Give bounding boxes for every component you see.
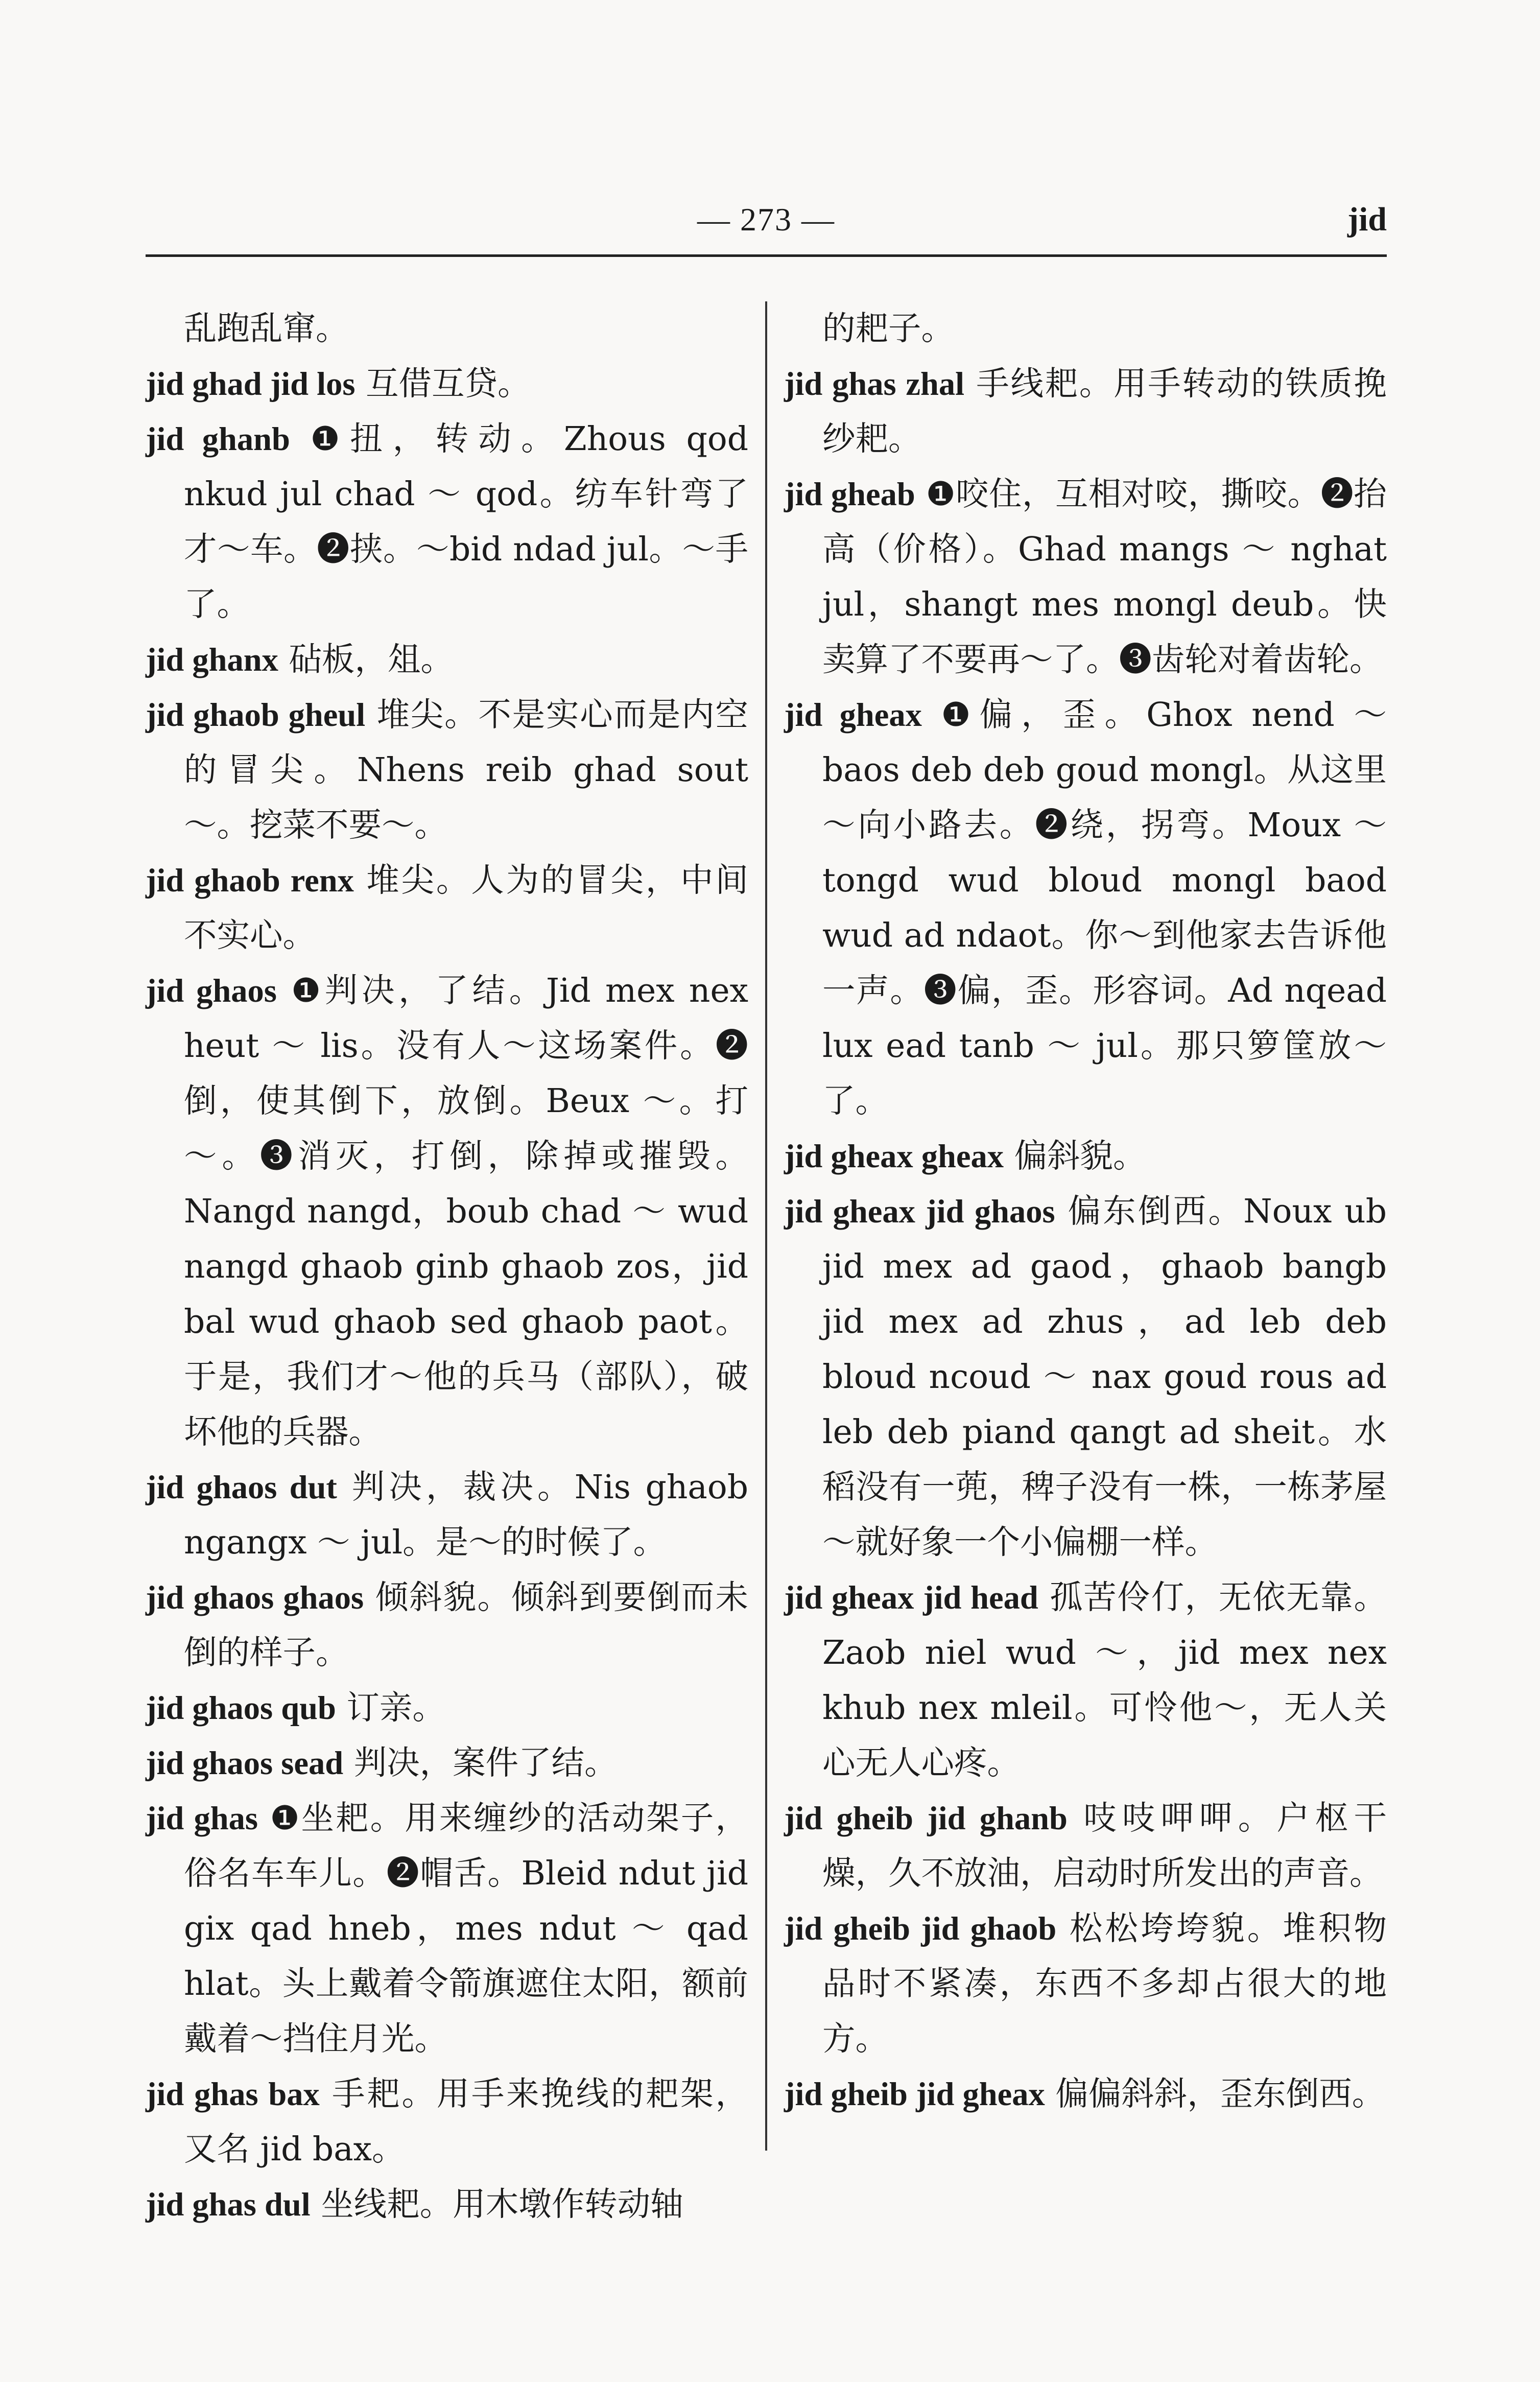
dictionary-entry <box>146 632 748 688</box>
entry-headword: jid gheab <box>784 476 915 512</box>
dictionary-entry <box>146 1570 748 1681</box>
entry-definition: ❶扭，转动。Zhous qod nkud jul chad ～ qod。纺车针弯了才～车。❷挟。～bid ndad jul。～手了。 <box>184 420 748 624</box>
entry-headword: jid ghas dul <box>146 2186 311 2223</box>
entry-headword: jid ghad jid los <box>146 366 356 402</box>
entry-headword: jid gheax jid head <box>784 1579 1038 1616</box>
dictionary-entry <box>784 1570 1387 1791</box>
page-header <box>146 189 1387 250</box>
entry-definition: ❶咬住，互相对咬，撕咬。❷抬高（价格）。Ghad mangs ～ nghat jul，shangt mes mongl deub。快卖算了不要再～了。❸齿轮对着齿轮。 <box>822 475 1387 679</box>
dictionary-entry <box>146 1681 748 1736</box>
entry-headword: jid ghaos dut <box>146 1469 337 1505</box>
dictionary-entry <box>784 1184 1387 1570</box>
entry-definition: 手耙。用手来挽线的耙架，又名 jid bax。 <box>184 2075 748 2168</box>
dictionary-entry <box>146 412 748 632</box>
entry-definition: 吱吱呷呷。户枢干燥，久不放油，启动时所发出的声音。 <box>822 1799 1387 1893</box>
entry-headword: jid ghaos ghaos <box>146 1579 364 1616</box>
entry-headword: jid ghanb <box>146 421 290 457</box>
entry-headword: jid gheax <box>784 697 922 733</box>
dictionary-entry <box>784 2067 1387 2122</box>
entry-headword: jid ghaob renx <box>146 862 354 899</box>
entry-headword: jid gheax gheax <box>784 1138 1004 1174</box>
header-rule <box>146 254 1387 257</box>
dictionary-entry <box>784 1129 1387 1184</box>
entry-definition: 松松垮垮貌。堆积物品时不紧凑，东西不多却占很大的地方。 <box>822 1909 1387 2058</box>
entry-headword: jid gheib jid gheax <box>784 2076 1045 2112</box>
entry-definition: 互借互贷。 <box>365 365 531 403</box>
dictionary-entry <box>146 2067 748 2177</box>
entry-headword: jid ghas bax <box>146 2076 320 2112</box>
column-divider <box>765 301 767 2151</box>
entry-definition: 坐线耙。用木墩作转动轴 <box>321 2185 683 2224</box>
entry-definition: 的耙子。 <box>822 310 955 348</box>
entry-definition: 判决，裁决。Nis ghaob ngangx ～ jul。是～的时候了。 <box>184 1468 748 1562</box>
entry-definition: 手线耙。用手转动的铁质挽纱耙。 <box>822 365 1387 458</box>
entry-definition: 堆尖。人为的冒尖，中间不实心。 <box>184 861 748 955</box>
dictionary-entry <box>784 301 1387 357</box>
entry-headword: jid ghaob gheul <box>146 697 366 733</box>
entry-definition: ❶偏，歪。Ghox nend ～ baos deb deb goud mongl。从这里～向小路去。❷绕，拐弯。Moux ～ tongd wud bloud mongl baod wud ad ndaot。你～到他家去告诉他一声。❸偏，歪。形容词。Ad nqead lux ead tanb ～ jul。那只箩筐放～了。 <box>822 696 1387 1120</box>
entry-definition: 偏斜貌。 <box>1014 1137 1146 1175</box>
dictionary-entry <box>784 688 1387 1129</box>
dictionary-entry <box>784 1791 1387 1901</box>
entry-headword: jid gheax jid ghaos <box>784 1193 1055 1230</box>
entry-definition: 孤苦伶仃，无依无靠。Zaob niel wud ～，jid mex nex khub nex mleil。可怜他～，无人关心无人心疼。 <box>822 1578 1387 1782</box>
dictionary-entry <box>146 688 748 853</box>
dictionary-entry <box>146 1791 748 2067</box>
entry-definition: 判决，案件了结。 <box>353 1744 618 1782</box>
entry-definition: 乱跑乱窜。 <box>184 310 349 348</box>
entry-headword: jid gheib jid ghanb <box>784 1800 1068 1836</box>
entry-definition: 倾斜貌。倾斜到要倒而未倒的样子。 <box>184 1578 748 1672</box>
dictionary-entry <box>146 357 748 412</box>
entry-headword: jid gheib jid ghaob <box>784 1911 1057 1947</box>
dictionary-entry <box>146 963 748 1460</box>
entry-headword: jid ghanx <box>146 642 278 678</box>
entry-definition: ❶判决，了结。Jid mex nex heut ～ lis。没有人～这场案件。❷倒，使其倒下，放倒。Beux ～。打～。❸消灭，打倒，除掉或摧毁。Nangd nangd，boub chad ～ wud nangd ghaob ginb ghaob zos，jid bal wud ghaob sed ghaob paot。于是，我们才～他的兵马（部队），破坏他的兵器。 <box>184 972 748 1451</box>
running-head: jid <box>1347 201 1387 238</box>
entry-headword: jid ghaos sead <box>146 1745 344 1781</box>
entry-definition: 砧板，俎。 <box>289 641 454 679</box>
dictionary-entry <box>146 1460 748 1570</box>
entry-definition: 偏东倒西。Noux ub jid mex ad gaod，ghaob bangb jid mex ad zhus，ad leb deb bloud ncoud ～ nax goud rous ad leb deb piand qangt ad sheit。水稻没有一蔸，稗子没有一株，一栋茅屋～就好象一个小偏棚一样。 <box>822 1192 1387 1562</box>
entry-headword: jid ghas <box>146 1800 258 1836</box>
page-number: — 273 — <box>697 201 835 238</box>
entry-definition: 订亲。 <box>346 1689 445 1727</box>
dictionary-entry <box>784 467 1387 688</box>
dictionary-entry <box>146 2177 748 2232</box>
left-column <box>146 301 748 2232</box>
entry-definition: 堆尖。不是实心而是内空的冒尖。Nhens reib ghad sout ～。挖菜不要～。 <box>184 696 748 844</box>
dictionary-entry <box>146 853 748 963</box>
entry-definition: ❶坐耙。用来缠纱的活动架子，俗名车车儿。❷帽舌。Bleid ndut jid gix qad hneb，mes ndut ～ qad hlat。头上戴着令箭旗遮住太阳，额前戴着～挡住月光。 <box>184 1799 748 2058</box>
dictionary-entry <box>784 357 1387 467</box>
right-column <box>784 301 1387 2122</box>
entry-headword: jid ghaos <box>146 973 277 1009</box>
dictionary-entry <box>784 1901 1387 2067</box>
entry-headword: jid ghas zhal <box>784 366 965 402</box>
dictionary-entry <box>146 301 748 357</box>
entry-headword: jid ghaos qub <box>146 1690 336 1726</box>
entry-definition: 偏偏斜斜，歪东倒西。 <box>1055 2075 1385 2113</box>
dictionary-entry <box>146 1736 748 1791</box>
